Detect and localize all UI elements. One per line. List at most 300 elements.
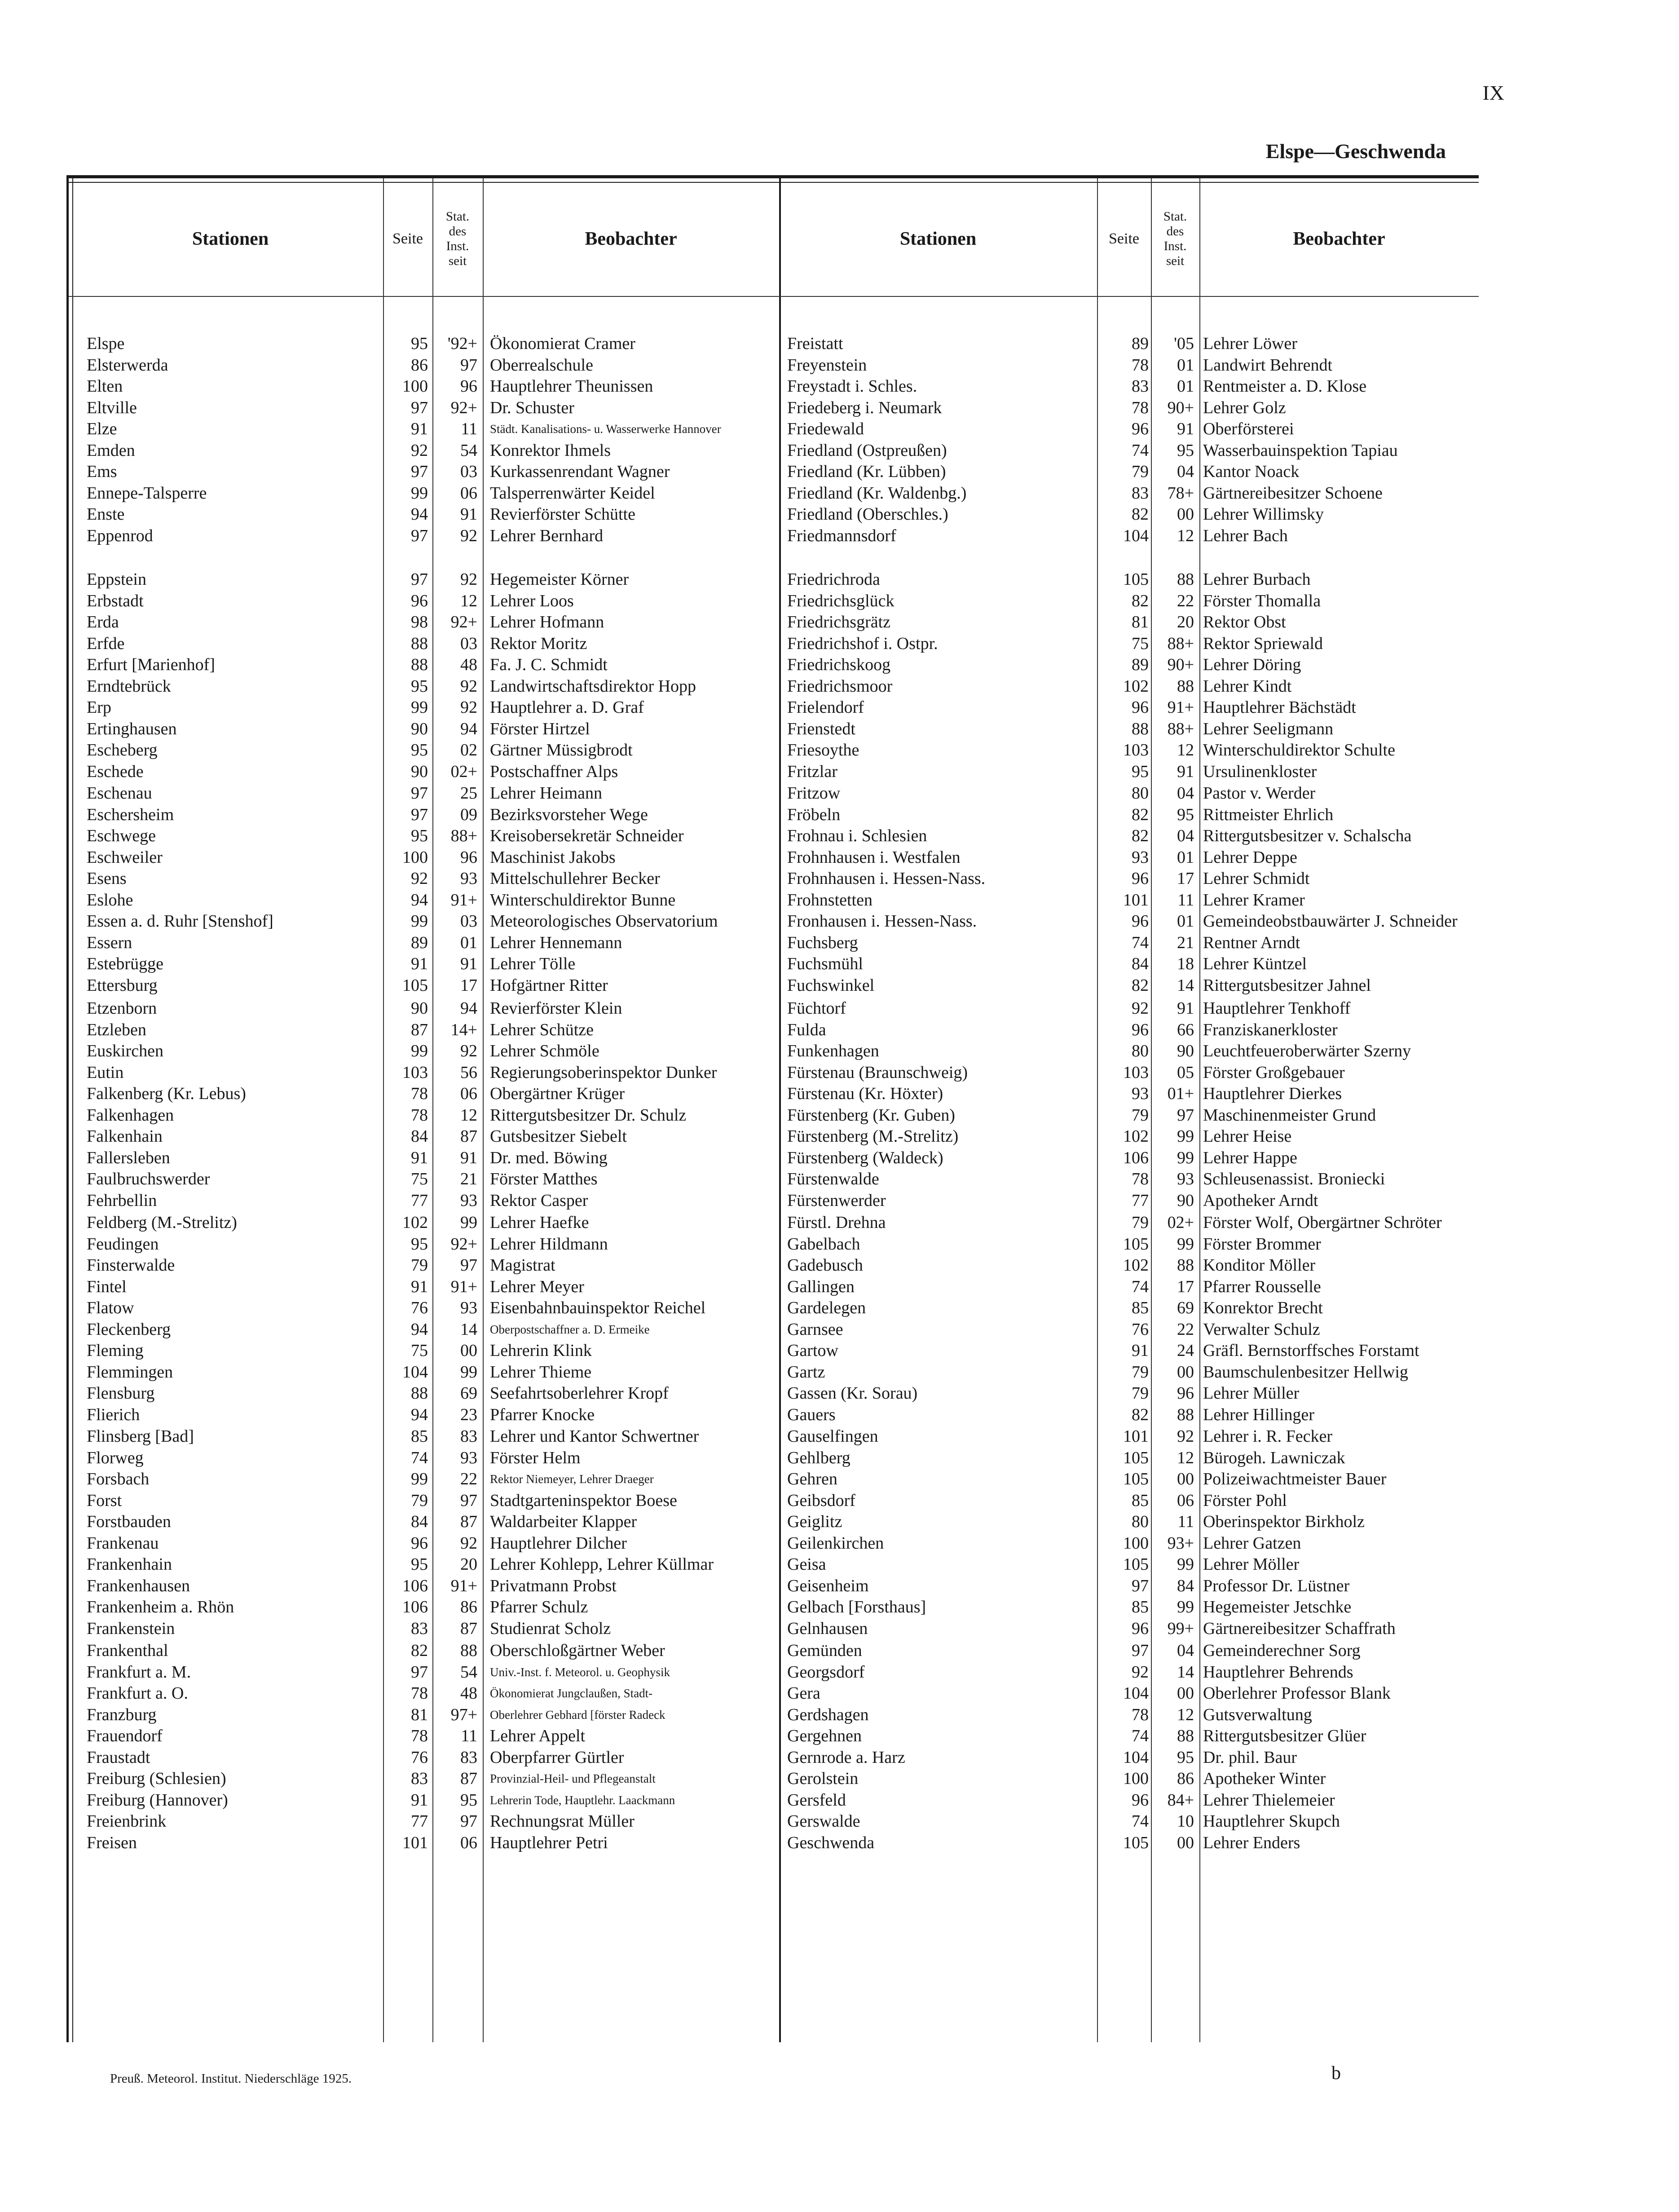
table-row (69, 397, 1479, 419)
cell-beobachter-2: Kantor Noack (1203, 462, 1300, 481)
cell-station-2: Fuchsmühl (787, 954, 863, 973)
cell-beobachter: Rektor Moritz (490, 634, 587, 653)
table-row (69, 1490, 1479, 1511)
cell-seite: 91 (411, 954, 428, 973)
cell-seite-2: 102 (1123, 1256, 1149, 1275)
cell-inst-seit-2: 11 (1177, 1512, 1194, 1531)
table-row (69, 1426, 1479, 1447)
cell-station-2: Frohnhausen i. Hessen-Nass. (787, 869, 986, 888)
table-row (69, 1662, 1479, 1683)
table-row (69, 1020, 1479, 1041)
cell-inst-seit: 92 (460, 698, 477, 717)
cell-station: Feudingen (87, 1234, 159, 1254)
cell-inst-seit: 83 (460, 1427, 477, 1446)
cell-station-2: Friedrichroda (787, 570, 880, 589)
cell-station: Frankfurt a. O. (87, 1684, 188, 1703)
cell-inst-seit-2: 91+ (1167, 698, 1194, 717)
cell-seite: 95 (411, 1555, 428, 1574)
cell-inst-seit: 91 (460, 954, 477, 973)
cell-seite-2: 96 (1132, 1020, 1149, 1039)
cell-seite-2: 78 (1132, 398, 1149, 417)
table-row (69, 1618, 1479, 1639)
cell-inst-seit: 92 (460, 1042, 477, 1060)
cell-beobachter-2: Lehrer Kindt (1203, 676, 1292, 696)
header-stationen: Stationen (192, 229, 269, 249)
cell-inst-seit-2: 99 (1177, 1234, 1194, 1254)
cell-station: Enste (87, 505, 125, 524)
cell-inst-seit: 95 (460, 1790, 477, 1810)
cell-inst-seit: 69 (460, 1384, 477, 1403)
cell-beobachter: Lehrer Heimann (490, 784, 603, 803)
cell-inst-seit-2: 02+ (1167, 1213, 1194, 1232)
cell-inst-seit-2: 99 (1177, 1555, 1194, 1574)
cell-seite: 92 (411, 869, 428, 888)
cell-seite: 89 (411, 933, 428, 952)
cell-beobachter-2: Förster Wolf, Obergärtner Schröter (1203, 1213, 1442, 1232)
cell-seite-2: 100 (1123, 1769, 1149, 1788)
cell-seite: 104 (402, 1362, 428, 1382)
cell-inst-seit-2: 84 (1177, 1576, 1194, 1595)
cell-beobachter-2: Förster Thomalla (1203, 591, 1321, 610)
cell-inst-seit: 92+ (450, 1234, 477, 1254)
cell-inst-seit-2: 99 (1177, 1148, 1194, 1167)
cell-beobachter: Revierförster Klein (490, 999, 622, 1018)
cell-inst-seit: 93 (460, 1191, 477, 1210)
cell-inst-seit-2: 01 (1177, 377, 1194, 396)
cell-inst-seit-2: 88 (1177, 1405, 1194, 1424)
cell-station-2: Fritzlar (787, 762, 837, 781)
cell-beobachter-2: Lehrer Müller (1203, 1384, 1300, 1403)
cell-inst-seit-2: 22 (1177, 591, 1194, 610)
cell-beobachter: Univ.-Inst. f. Meteorol. u. Geophysik (490, 1665, 670, 1679)
cell-station-2: Fürstenwerder (787, 1191, 886, 1210)
cell-inst-seit: 88 (460, 1641, 477, 1660)
cell-seite: 97 (411, 805, 428, 824)
cell-inst-seit: 88+ (450, 826, 477, 845)
table-row (69, 1832, 1479, 1854)
cell-inst-seit-2: 17 (1177, 869, 1194, 888)
cell-station-2: Gehren (787, 1470, 837, 1488)
cell-beobachter-2: Rektor Obst (1203, 613, 1286, 631)
cell-inst-seit-2: 88+ (1167, 719, 1194, 738)
cell-beobachter: Pfarrer Schulz (490, 1598, 588, 1616)
table-row (69, 633, 1479, 654)
cell-station: Frankenstein (87, 1619, 175, 1638)
cell-seite: 97 (411, 1662, 428, 1682)
cell-beobachter: Rechnungsrat Müller (490, 1812, 635, 1831)
station-table (66, 175, 1479, 2042)
table-row (69, 761, 1479, 782)
cell-seite: 95 (411, 1234, 428, 1254)
cell-station: Eschersheim (87, 805, 174, 824)
cell-station-2: Friedmannsdorf (787, 526, 896, 545)
cell-station: Elspe (87, 334, 125, 353)
cell-seite-2: 79 (1132, 462, 1149, 481)
cell-beobachter: Dr. Schuster (490, 398, 574, 417)
cell-seite: 90 (411, 999, 428, 1018)
cell-station-2: Fröbeln (787, 805, 841, 824)
cell-seite-2: 96 (1132, 912, 1149, 931)
cell-station: Franzburg (87, 1705, 157, 1724)
page-number: IX (1482, 81, 1504, 104)
cell-seite: 99 (411, 1042, 428, 1060)
cell-seite: 78 (411, 1726, 428, 1745)
cell-beobachter: Lehrer Tölle (490, 954, 576, 973)
cell-beobachter-2: Wasserbauinspektion Tapiau (1203, 441, 1398, 460)
cell-seite-2: 91 (1132, 1341, 1149, 1360)
cell-seite: 77 (411, 1191, 428, 1210)
cell-beobachter-2: Lehrer Möller (1203, 1555, 1300, 1574)
cell-inst-seit-2: 04 (1177, 826, 1194, 845)
cell-seite: 78 (411, 1105, 428, 1125)
cell-beobachter: Studienrat Scholz (490, 1619, 611, 1638)
table-row (69, 1511, 1479, 1532)
table-row (69, 740, 1479, 761)
cell-inst-seit: '92+ (447, 334, 477, 353)
cell-beobachter: Postschaffner Alps (490, 762, 618, 781)
cell-inst-seit-2: 04 (1177, 462, 1194, 481)
cell-station: Ems (87, 462, 117, 481)
cell-beobachter-2: Landwirt Behrendt (1203, 355, 1333, 375)
cell-seite-2: 78 (1132, 1705, 1149, 1724)
cell-seite: 84 (411, 1512, 428, 1531)
cell-station: Erda (87, 613, 119, 631)
cell-inst-seit: 54 (460, 441, 477, 460)
cell-seite: 97 (411, 462, 428, 481)
cell-inst-seit-2: 78+ (1167, 483, 1194, 503)
cell-station: Ennepe-Talsperre (87, 483, 207, 503)
cell-seite-2: 82 (1132, 505, 1149, 524)
cell-seite: 94 (411, 505, 428, 524)
table-row (69, 1790, 1479, 1811)
cell-inst-seit-2: 17 (1177, 1277, 1194, 1296)
cell-station: Freienbrink (87, 1812, 167, 1831)
cell-station: Flensburg (87, 1384, 155, 1403)
cell-seite-2: 97 (1132, 1576, 1149, 1595)
cell-inst-seit: 92+ (450, 398, 477, 417)
cell-inst-seit: 14+ (450, 1020, 477, 1039)
cell-seite: 88 (411, 655, 428, 674)
cell-station-2: Fürstenau (Braunschweig) (787, 1063, 968, 1082)
cell-inst-seit: 14 (460, 1320, 477, 1339)
cell-inst-seit: 91 (460, 1148, 477, 1167)
cell-seite: 87 (411, 1020, 428, 1039)
cell-inst-seit: 99 (460, 1213, 477, 1232)
table-row (69, 461, 1479, 482)
cell-station: Freisen (87, 1833, 137, 1852)
cell-inst-seit: 03 (460, 634, 477, 653)
cell-station: Flemmingen (87, 1362, 173, 1382)
cell-station: Fleming (87, 1341, 144, 1360)
cell-beobachter-2: Lehrer i. R. Fecker (1203, 1427, 1333, 1446)
cell-seite: 76 (411, 1748, 428, 1767)
table-row (69, 1234, 1479, 1255)
cell-station-2: Freistatt (787, 334, 843, 353)
cell-station: Fallersleben (87, 1148, 170, 1167)
cell-station-2: Geisenheim (787, 1576, 869, 1595)
cell-seite-2: 74 (1132, 1812, 1149, 1831)
cell-seite: 88 (411, 634, 428, 653)
cell-station-2: Gauselfingen (787, 1427, 878, 1446)
cell-beobachter-2: Dr. phil. Baur (1203, 1748, 1297, 1767)
cell-inst-seit: 97 (460, 355, 477, 375)
cell-station-2: Gelbach [Forsthaus] (787, 1598, 926, 1616)
cell-station: Ettersburg (87, 976, 158, 995)
cell-beobachter: Pfarrer Knocke (490, 1405, 595, 1424)
cell-seite-2: 105 (1123, 1234, 1149, 1254)
cell-inst-seit: 96 (460, 848, 477, 867)
cell-station: Frankenhain (87, 1555, 172, 1574)
cell-station: Elsterwerda (87, 355, 168, 375)
cell-beobachter-2: Schleusenassist. Broniecki (1203, 1170, 1385, 1188)
cell-beobachter-2: Franziskanerkloster (1203, 1020, 1338, 1039)
cell-seite: 83 (411, 1769, 428, 1788)
cell-inst-seit: 22 (460, 1470, 477, 1488)
cell-seite: 101 (402, 1833, 428, 1852)
cell-station: Frankfurt a. M. (87, 1662, 191, 1682)
cell-beobachter: Waldarbeiter Klapper (490, 1512, 637, 1531)
cell-inst-seit: 54 (460, 1662, 477, 1682)
cell-inst-seit: 91 (460, 505, 477, 524)
table-row (69, 355, 1479, 376)
cell-inst-seit-2: 00 (1177, 1362, 1194, 1382)
cell-seite: 91 (411, 419, 428, 438)
cell-station-2: Fürstl. Drehna (787, 1213, 886, 1232)
cell-station-2: Fulda (787, 1020, 826, 1039)
cell-station-2: Freystadt i. Schles. (787, 377, 917, 396)
cell-seite: 79 (411, 1256, 428, 1275)
cell-beobachter: Lehrer Hennemann (490, 933, 622, 952)
table-row (69, 1298, 1479, 1319)
cell-inst-seit-2: 12 (1177, 1448, 1194, 1467)
cell-station-2: Gerdshagen (787, 1705, 869, 1724)
cell-seite: 103 (402, 1063, 428, 1082)
cell-seite-2: 104 (1123, 1684, 1149, 1703)
cell-inst-seit-2: 93+ (1167, 1533, 1194, 1553)
cell-station: Frankenau (87, 1533, 159, 1553)
cell-beobachter: Lehrer Kohlepp, Lehrer Küllmar (490, 1555, 714, 1574)
cell-station: Forsbach (87, 1470, 150, 1488)
cell-seite-2: 77 (1132, 1191, 1149, 1210)
table-row (69, 932, 1479, 954)
cell-station: Eltville (87, 398, 137, 417)
cell-beobachter-2: Rittergutsbesitzer Jahnel (1203, 976, 1371, 995)
cell-beobachter: Magistrat (490, 1256, 555, 1275)
cell-beobachter: Landwirtschaftsdirektor Hopp (490, 676, 696, 696)
cell-inst-seit: 03 (460, 912, 477, 931)
cell-station: Freiburg (Hannover) (87, 1790, 228, 1810)
cell-beobachter: Lehrer Meyer (490, 1277, 584, 1296)
cell-beobachter-2: Lehrer Döring (1203, 655, 1301, 674)
cell-seite-2: 83 (1132, 483, 1149, 503)
cell-beobachter: Oberlehrer Gebhard [förster Radeck (490, 1708, 665, 1722)
cell-inst-seit: 00 (460, 1341, 477, 1360)
table-row (69, 847, 1479, 868)
cell-inst-seit-2: 88 (1177, 676, 1194, 696)
cell-seite-2: 76 (1132, 1320, 1149, 1339)
cell-inst-seit-2: 06 (1177, 1491, 1194, 1510)
cell-station: Erbstadt (87, 591, 144, 610)
cell-inst-seit-2: 01 (1177, 355, 1194, 375)
cell-seite: 83 (411, 1619, 428, 1638)
cell-beobachter: Förster Helm (490, 1448, 581, 1467)
cell-inst-seit: 92+ (450, 613, 477, 631)
cell-seite: 106 (402, 1598, 428, 1616)
table-row (69, 975, 1479, 996)
cell-station-2: Friedrichsmoor (787, 676, 893, 696)
cell-station: Etzleben (87, 1020, 146, 1039)
cell-seite: 94 (411, 1320, 428, 1339)
cell-station-2: Freyenstein (787, 355, 867, 375)
cell-beobachter: Mittelschullehrer Becker (490, 869, 660, 888)
cell-beobachter: Lehrer Loos (490, 591, 574, 610)
cell-seite: 74 (411, 1448, 428, 1467)
table-row (69, 1469, 1479, 1490)
cell-station-2: Friedrichsglück (787, 591, 895, 610)
cell-inst-seit-2: 00 (1177, 1470, 1194, 1488)
cell-seite-2: 79 (1132, 1362, 1149, 1382)
cell-seite-2: 74 (1132, 1277, 1149, 1296)
table-row (69, 1212, 1479, 1233)
cell-beobachter-2: Lehrer Happe (1203, 1148, 1297, 1167)
cell-station-2: Friedland (Oberschles.) (787, 505, 948, 524)
cell-beobachter-2: Lehrer Enders (1203, 1833, 1300, 1852)
table-row (69, 1768, 1479, 1789)
table-row (69, 591, 1479, 612)
table-row (69, 1362, 1479, 1383)
cell-seite: 97 (411, 398, 428, 417)
cell-beobachter-2: Lehrer Burbach (1203, 570, 1311, 589)
table-row (69, 1404, 1479, 1426)
cell-inst-seit: 94 (460, 719, 477, 738)
cell-station-2: Gassen (Kr. Sorau) (787, 1384, 918, 1403)
cell-station-2: Gemünden (787, 1641, 862, 1660)
table-row (69, 1041, 1479, 1062)
table-row (69, 1169, 1479, 1190)
cell-inst-seit: 02 (460, 741, 477, 759)
table-row (69, 1704, 1479, 1726)
cell-station: Flinsberg [Bad] (87, 1427, 194, 1446)
cell-inst-seit-2: 05 (1177, 1063, 1194, 1082)
cell-inst-seit-2: 91 (1177, 762, 1194, 781)
cell-seite: 75 (411, 1170, 428, 1188)
cell-station: Escheberg (87, 741, 158, 759)
cell-beobachter: Lehrer Appelt (490, 1726, 586, 1745)
cell-inst-seit-2: 91 (1177, 999, 1194, 1018)
cell-station: Eschede (87, 762, 144, 781)
cell-beobachter: Förster Hirtzel (490, 719, 590, 738)
cell-beobachter: Lehrer Schütze (490, 1020, 594, 1039)
cell-inst-seit: 12 (460, 1105, 477, 1125)
cell-beobachter-2: Lehrer Thielemeier (1203, 1790, 1335, 1810)
header-seite: Seite (392, 230, 423, 247)
cell-beobachter: Hauptlehrer Petri (490, 1833, 608, 1852)
table-row (69, 1640, 1479, 1661)
cell-beobachter-2: Professor Dr. Lüstner (1203, 1576, 1350, 1595)
table-row (69, 911, 1479, 932)
cell-inst-seit: 86 (460, 1598, 477, 1616)
cell-beobachter-2: Lehrer Heise (1203, 1127, 1292, 1146)
cell-beobachter: Maschinist Jakobs (490, 848, 616, 867)
cell-beobachter: Fa. J. C. Schmidt (490, 655, 608, 674)
table-row (69, 504, 1479, 525)
cell-inst-seit-2: '05 (1174, 334, 1194, 353)
cell-station-2: Gernrode a. Harz (787, 1748, 905, 1767)
cell-inst-seit-2: 88 (1177, 570, 1194, 589)
cell-station-2: Fuchswinkel (787, 976, 875, 995)
cell-inst-seit: 97 (460, 1256, 477, 1275)
table-row (69, 1340, 1479, 1361)
cell-beobachter-2: Lehrer Gatzen (1203, 1533, 1301, 1553)
cell-seite-2: 105 (1123, 1448, 1149, 1467)
cell-beobachter: Obergärtner Krüger (490, 1084, 625, 1103)
cell-station-2: Gartow (787, 1341, 838, 1360)
cell-seite-2: 85 (1132, 1298, 1149, 1317)
cell-station-2: Fronhausen i. Hessen-Nass. (787, 912, 977, 931)
cell-seite-2: 84 (1132, 954, 1149, 973)
cell-inst-seit-2: 14 (1177, 976, 1194, 995)
table-row (69, 1576, 1479, 1597)
cell-seite-2: 80 (1132, 784, 1149, 803)
cell-station: Erp (87, 698, 111, 717)
table-row (69, 1747, 1479, 1768)
cell-beobachter-2: Lehrer Schmidt (1203, 869, 1310, 888)
cell-station-2: Friesoythe (787, 741, 859, 759)
cell-seite-2: 74 (1132, 1726, 1149, 1745)
cell-seite: 98 (411, 613, 428, 631)
header-seite-2: Seite (1109, 230, 1139, 247)
cell-inst-seit: 93 (460, 869, 477, 888)
cell-beobachter: Lehrer und Kantor Schwertner (490, 1427, 699, 1446)
cell-inst-seit-2: 99 (1177, 1598, 1194, 1616)
cell-station: Elze (87, 419, 117, 438)
cell-seite-2: 100 (1123, 1533, 1149, 1553)
cell-beobachter-2: Lehrer Küntzel (1203, 954, 1307, 973)
cell-station-2: Fürstenberg (Kr. Guben) (787, 1105, 955, 1125)
cell-station-2: Friedrichsgrätz (787, 613, 891, 631)
cell-station-2: Friedewald (787, 419, 864, 438)
cell-station-2: Gallingen (787, 1277, 855, 1296)
cell-station-2: Fuchsberg (787, 933, 858, 952)
cell-seite: 84 (411, 1127, 428, 1146)
cell-beobachter-2: Lehrer Willimsky (1203, 505, 1324, 524)
cell-inst-seit: 97+ (450, 1705, 477, 1724)
table-row (69, 1383, 1479, 1404)
cell-beobachter-2: Gemeinderechner Sorg (1203, 1641, 1361, 1660)
cell-station: Erfde (87, 634, 125, 653)
cell-inst-seit-2: 92 (1177, 1427, 1194, 1446)
cell-beobachter-2: Hauptlehrer Skupch (1203, 1812, 1340, 1831)
cell-seite: 86 (411, 355, 428, 375)
cell-beobachter: Regierungsoberinspektor Dunker (490, 1063, 717, 1082)
cell-station-2: Gerswalde (787, 1812, 860, 1831)
cell-beobachter-2: Hegemeister Jetschke (1203, 1598, 1352, 1616)
cell-station: Eschwege (87, 826, 156, 845)
cell-seite-2: 92 (1132, 1662, 1149, 1682)
cell-seite-2: 88 (1132, 719, 1149, 738)
cell-seite-2: 103 (1123, 1063, 1149, 1082)
cell-inst-seit: 06 (460, 1084, 477, 1103)
cell-station: Fehrbellin (87, 1191, 157, 1210)
cell-inst-seit-2: 18 (1177, 954, 1194, 973)
cell-station: Eppstein (87, 570, 146, 589)
cell-station: Frankenheim a. Rhön (87, 1598, 234, 1616)
cell-seite: 96 (411, 1533, 428, 1553)
cell-beobachter: Ökonomierat Cramer (490, 334, 635, 353)
table-row (69, 954, 1479, 975)
table-row (69, 1148, 1479, 1169)
cell-seite: 95 (411, 676, 428, 696)
